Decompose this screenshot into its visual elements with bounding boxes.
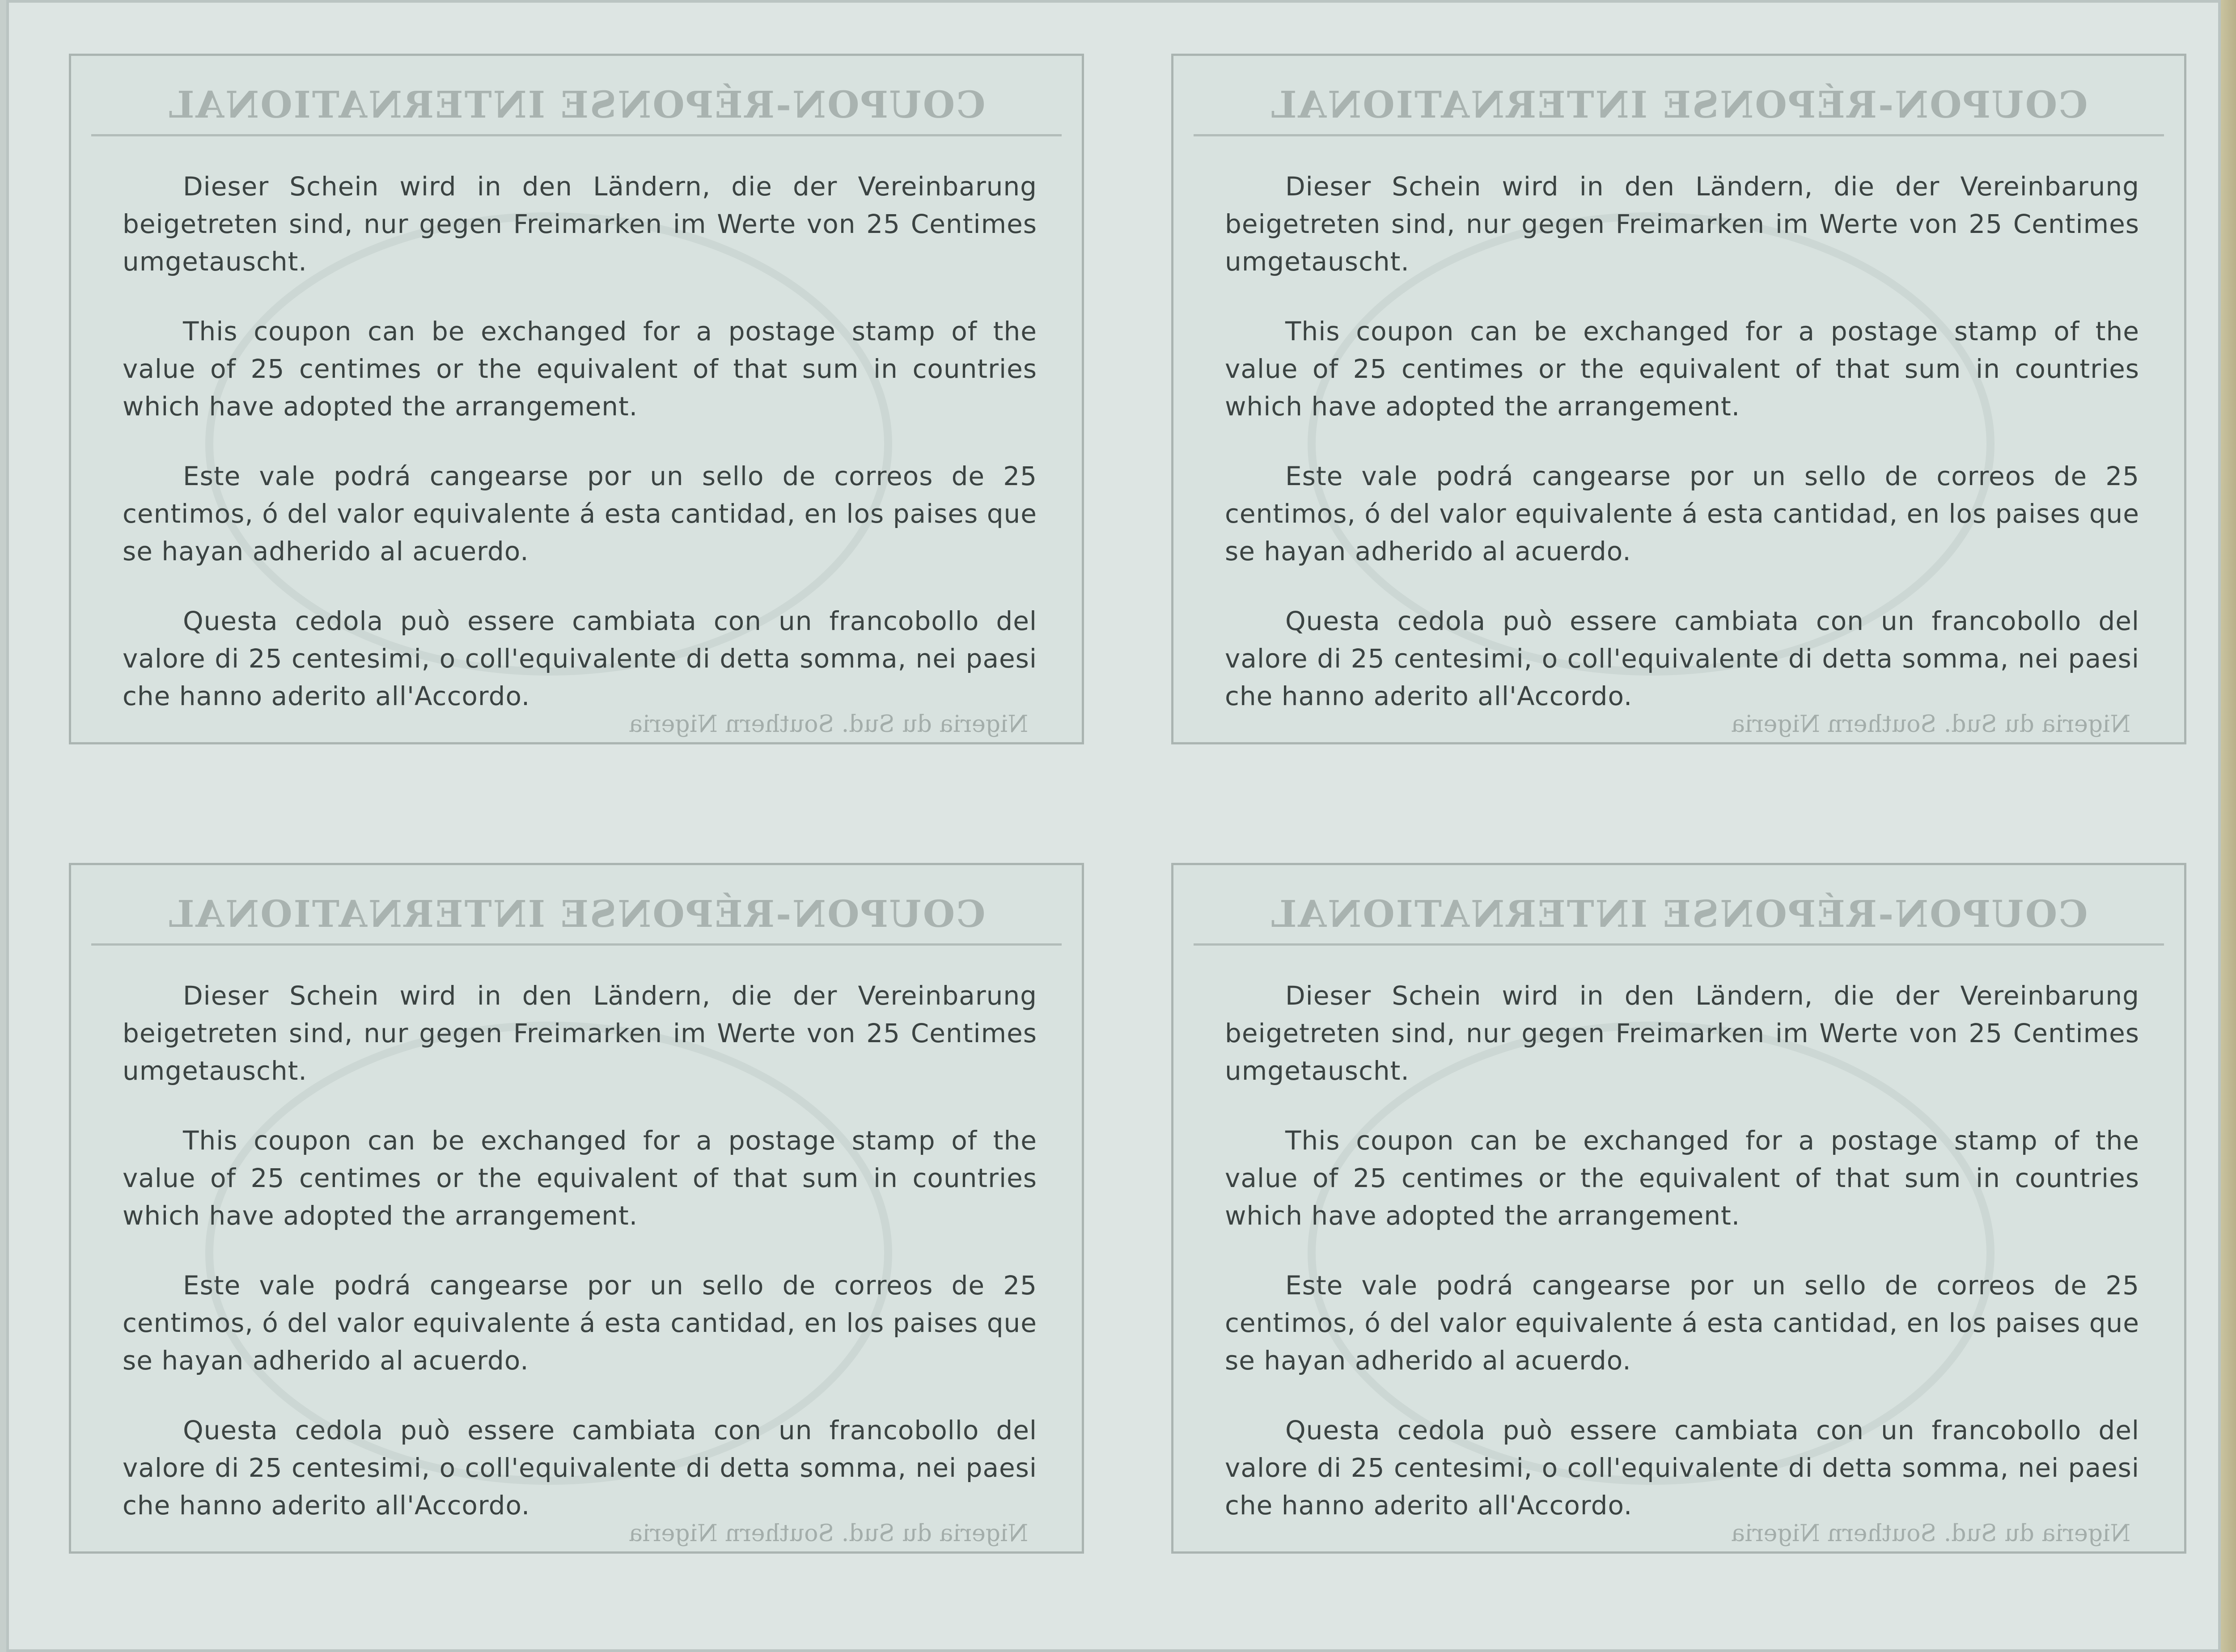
coupon-header — [1194, 76, 2164, 136]
coupon-title-mirrored: COUPON-RÉPONSE INTERNATIONAL — [167, 893, 986, 936]
coupon-title-mirrored: COUPON-RÉPONSE INTERNATIONAL — [1270, 84, 2088, 127]
reply-coupon — [1171, 54, 2186, 744]
coupon-title-mirrored: COUPON-RÉPONSE INTERNATIONAL — [167, 84, 986, 127]
paragraph-english: This coupon can be exchanged for a postage stamp of the value of 25 centimes or the equivalent of that sum in countries which have adopted the arrangement. — [1225, 1125, 2139, 1231]
reply-coupon — [1171, 863, 2186, 1554]
coupon-footer — [71, 706, 1082, 742]
coupon-title-mirrored: COUPON-RÉPONSE INTERNATIONAL — [1270, 893, 2088, 936]
paragraph-english: This coupon can be exchanged for a postage stamp of the value of 25 centimes or the equivalent of that sum in countries which have adopted the arrangement. — [123, 316, 1037, 422]
coupon-header — [1194, 885, 2164, 946]
country-imprint-mirrored: Nigeria du Sud. Southern Nigeria — [628, 711, 1028, 738]
paragraph-german: Dieser Schein wird in den Ländern, die der Vereinbarung beigetreten sind, nur gegen Freimarken im Werte von 25 Centimes umgetauscht. — [1225, 171, 2139, 277]
coupon-sheet — [6, 0, 2221, 1652]
coupon-text-block — [1194, 946, 2164, 1524]
coupon-footer — [1173, 1516, 2184, 1551]
paragraph-spanish: Este vale podrá cangearse por un sello de correos de 25 centimos, ó del valor equivalente á esta cantidad, en los paises que se hayan adherido al acuerdo. — [123, 1270, 1037, 1376]
coupon-body — [91, 76, 1062, 718]
paragraph-english: This coupon can be exchanged for a postage stamp of the value of 25 centimes or the equivalent of that sum in countries which have adopted the arrangement. — [1225, 316, 2139, 422]
coupon-body — [1194, 76, 2164, 718]
coupon-text-block — [1194, 136, 2164, 715]
sheet-edge — [2221, 0, 2236, 1652]
paragraph-italian: Questa cedola può essere cambiata con un francobollo del valore di 25 centesimi, o coll'equivalente di detta somma, nei paesi che hanno aderito all'Accordo. — [1225, 1415, 2139, 1521]
paragraph-italian: Questa cedola può essere cambiata con un francobollo del valore di 25 centesimi, o coll'equivalente di detta somma, nei paesi che hanno aderito all'Accordo. — [123, 1415, 1037, 1521]
reply-coupon — [69, 54, 1084, 744]
paragraph-spanish: Este vale podrá cangearse por un sello de correos de 25 centimos, ó del valor equivalente á esta cantidad, en los paises que se hayan adherido al acuerdo. — [1225, 461, 2139, 566]
paragraph-italian: Questa cedola può essere cambiata con un francobollo del valore di 25 centesimi, o coll'equivalente di detta somma, nei paesi che hanno aderito all'Accordo. — [123, 606, 1037, 711]
coupon-text-block — [91, 946, 1062, 1524]
paragraph-german: Dieser Schein wird in den Ländern, die der Vereinbarung beigetreten sind, nur gegen Freimarken im Werte von 25 Centimes umgetauscht. — [1225, 980, 2139, 1086]
coupon-footer — [1173, 706, 2184, 742]
paragraph-german: Dieser Schein wird in den Ländern, die der Vereinbarung beigetreten sind, nur gegen Freimarken im Werte von 25 Centimes umgetauscht. — [123, 171, 1037, 277]
coupon-footer — [71, 1516, 1082, 1551]
paragraph-german: Dieser Schein wird in den Ländern, die der Vereinbarung beigetreten sind, nur gegen Freimarken im Werte von 25 Centimes umgetauscht. — [123, 980, 1037, 1086]
coupon-header — [91, 76, 1062, 136]
country-imprint-mirrored: Nigeria du Sud. Southern Nigeria — [1731, 711, 2130, 738]
paragraph-english: This coupon can be exchanged for a postage stamp of the value of 25 centimes or the equivalent of that sum in countries which have adopted the arrangement. — [123, 1125, 1037, 1231]
coupon-body — [91, 885, 1062, 1527]
reply-coupon — [69, 863, 1084, 1554]
coupon-header — [91, 885, 1062, 946]
paragraph-spanish: Este vale podrá cangearse por un sello de correos de 25 centimos, ó del valor equivalente á esta cantidad, en los paises que se hayan adherido al acuerdo. — [1225, 1270, 2139, 1376]
paragraph-spanish: Este vale podrá cangearse por un sello de correos de 25 centimos, ó del valor equivalente á esta cantidad, en los paises que se hayan adherido al acuerdo. — [123, 461, 1037, 566]
country-imprint-mirrored: Nigeria du Sud. Southern Nigeria — [628, 1520, 1028, 1547]
country-imprint-mirrored: Nigeria du Sud. Southern Nigeria — [1731, 1520, 2130, 1547]
coupon-body — [1194, 885, 2164, 1527]
paragraph-italian: Questa cedola può essere cambiata con un francobollo del valore di 25 centesimi, o coll'equivalente di detta somma, nei paesi che hanno aderito all'Accordo. — [1225, 606, 2139, 711]
coupon-text-block — [91, 136, 1062, 715]
